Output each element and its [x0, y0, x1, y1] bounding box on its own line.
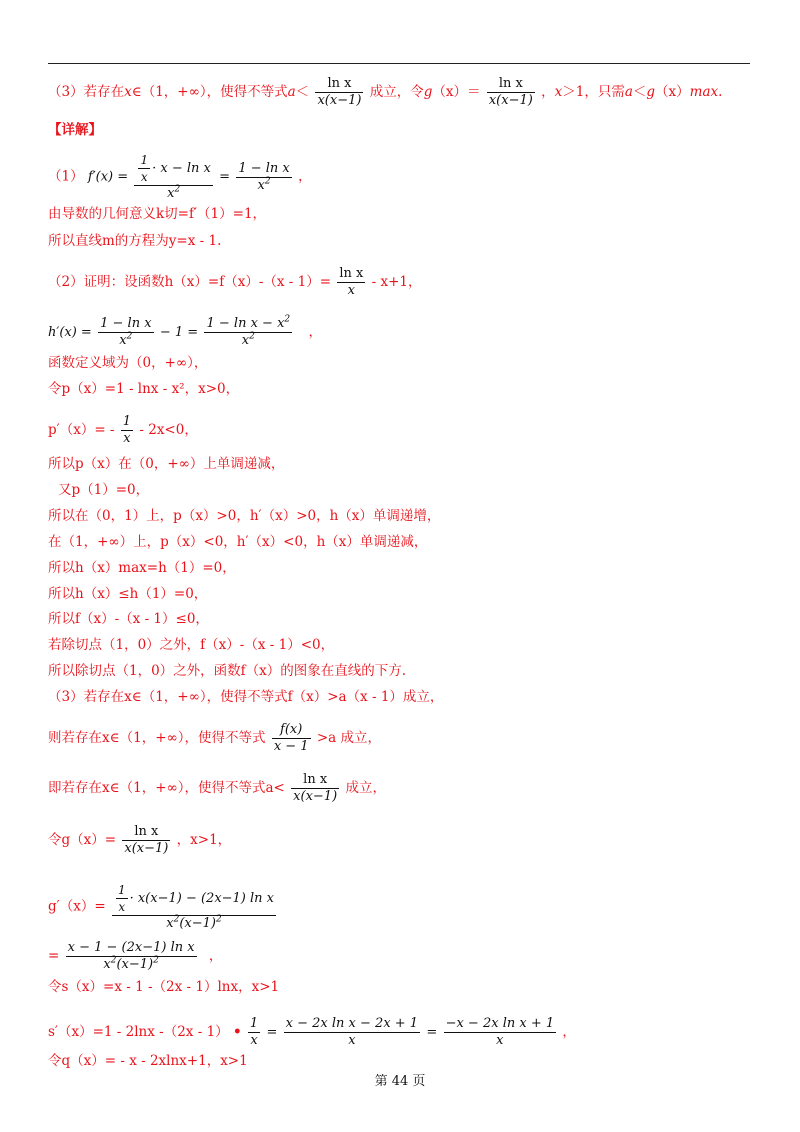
line-tangent-eq: 所以直线m的方程为y=x - 1.: [48, 233, 222, 249]
fraction-lnx-over-xx1: $\frac{\text{ln x}}{x(x-1)}$: [317, 76, 362, 108]
fraction-1-over-x: $\frac{1}{x}$: [122, 414, 132, 446]
fraction-lnx-over-xx1-b: $\frac{\text{ln x}}{x(x-1)}$: [488, 76, 533, 108]
line-part1-derivative: （1） f′(x) = $\frac{1}{x}$ · x − ln x $x^2$ = $\frac{\text{1 − ln x}}{x^2}$ ，: [48, 153, 312, 201]
line-define-p: 令p（x）=1 - lnx - x²，x>0，: [48, 381, 240, 397]
line-f-le: 所以f（x）-（x - 1）≤0，: [48, 611, 209, 627]
line-p-decreasing: 所以p（x）在（0，+∞）上单调递减，: [48, 456, 285, 472]
line-domain: 函数定义域为（0，+∞），: [48, 355, 208, 371]
line-interval-01: 所以在（0，1）上，p（x）>0，h′（x）>0，h（x）单调递增，: [48, 508, 441, 524]
fraction-lnx-over-x: $\frac{\text{ln x}}{x}$: [339, 266, 364, 298]
line-define-g: 令g（x）= $\frac{\text{ln x}}{x(x-1)}$ ，x>1，: [48, 824, 232, 856]
page-number: 第 44 页: [374, 1074, 426, 1089]
line-gprime: g′（x）= $\frac{1}{x}$ · x(x−1) − (2x−1) ln x $x^2(x-1)^2$: [48, 883, 275, 931]
fraction-hprime-a: $\frac{\text{1 − ln x}}{x^2}$: [100, 316, 152, 348]
section-heading-detail: 【详解】: [48, 122, 102, 138]
line-p1-zero: 又p（1）=0，: [58, 482, 150, 498]
line-define-s: 令s（x）=x - 1 -（2x - 1）lnx，x>1: [48, 979, 280, 995]
line-part3-transform: 则若存在x∈（1，+∞），使得不等式 $\frac{f(x)}{x - 1}$ >a 成立，: [48, 722, 382, 754]
fraction-sprime-b: $\frac{\text{x − 2x ln x − 2x + 1}}{x}$: [285, 1016, 419, 1048]
fraction-fprime: $\frac{1}{x}$ · x − ln x $x^2$: [134, 152, 212, 202]
fraction-sprime-a: $\frac{1}{x}$: [249, 1016, 259, 1048]
header-rule: [48, 63, 750, 64]
line-part3: （3）若存在x∈（1，+∞），使得不等式f（x）>a（x - 1）成立，: [48, 689, 444, 705]
line-gprime-simplified: = $\frac{\text{x − 1 − (2x−1) ln x}}{x^2(x-1)^2}$ ，: [48, 940, 223, 972]
fraction-g: $\frac{\text{ln x}}{x(x-1)}$: [124, 824, 169, 856]
line-part2-proof: （2）证明：设函数h（x）=f（x）-（x - 1）= $\frac{\text{ln x}}{x}$ - x+1，: [48, 266, 422, 298]
fraction-sprime-c: $\frac{\text{−x − 2x ln x + 1}}{x}$: [445, 1016, 555, 1048]
line-hint-3: （3）若存在x∈（1，+∞），使得不等式a＜ $\frac{\text{ln x}}{x(x-1)}$ 成立，令g（x）＝ $\frac{\text{ln x}}{x(x-1)}$ ，x＞1，只需a＜g（x）max.: [48, 76, 723, 108]
fraction-hprime-b: $\frac{1 - \ln x - x^2}{x^2}$: [206, 314, 291, 348]
line-part3-equiv: 即若存在x∈（1，+∞），使得不等式a< $\frac{\text{ln x}}{x(x-1)}$ 成立，: [48, 772, 386, 804]
fraction-gprime-2: $\frac{\text{x − 1 − (2x−1) ln x}}{x^2(x-1)^2}$: [67, 940, 195, 972]
fraction-1-lnx-over-x2: $\frac{\text{1 − ln x}}{x^2}$: [238, 160, 290, 193]
line-slope: 由导数的几何意义k切=f′（1）=1，: [48, 206, 267, 222]
line-sprime: s′（x）=1 - 2lnx -（2x - 1） • $\frac{1}{x}$ = $\frac{\text{x − 2x ln x − 2x + 1}}{x}$ = $\frac{\text{−x − 2x ln x + 1}}{x}$ ，: [48, 1016, 576, 1048]
line-below-line: 所以除切点（1，0）之外，函数f（x）的图象在直线的下方.: [48, 663, 407, 679]
line-hmax: 所以h（x）max=h（1）=0，: [48, 560, 236, 576]
fraction-lnx-over-xx1-c: $\frac{\text{ln x}}{x(x-1)}$: [293, 772, 338, 804]
fraction-gprime: $\frac{1}{x}$ · x(x−1) − (2x−1) ln x $x^2(x-1)^2$: [112, 882, 276, 932]
line-define-q: 令q（x）= - x - 2xlnx+1，x>1: [48, 1053, 248, 1069]
line-h-le: 所以h（x）≤h（1）=0，: [48, 586, 208, 602]
fraction-fx-over-xm1: $\frac{f(x)}{x - 1}$: [273, 722, 309, 754]
line-hprime: h′(x) = $\frac{\text{1 − ln x}}{x^2}$ − 1 = $\frac{1 - \ln x - x^2}{x^2}$ ，: [48, 314, 322, 348]
line-interval-1inf: 在（1，+∞）上，p（x）<0，h′（x）<0，h（x）单调递减，: [48, 534, 428, 550]
line-pprime: p′（x）= - $\frac{1}{x}$ - 2x<0，: [48, 414, 198, 446]
line-except-tangent: 若除切点（1，0）之外，f（x）-（x - 1）<0，: [48, 637, 335, 653]
